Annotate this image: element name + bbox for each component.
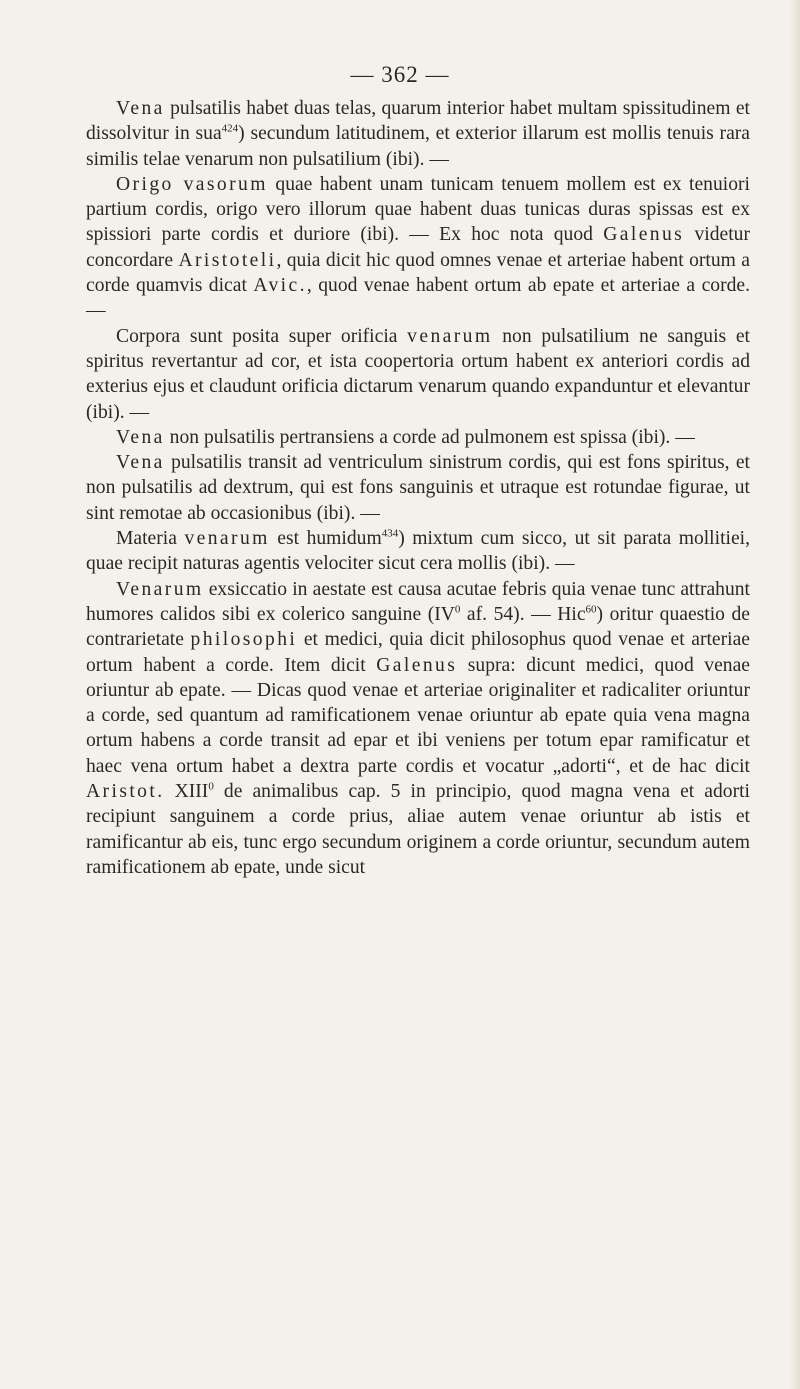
- spaced-name: Aristot.: [86, 781, 165, 803]
- text-run: ) mixtum cum sicco, ut sit parata mollitiei, quae recipit naturas agentis velociter sicut cera mollis (ibi). —: [86, 528, 750, 575]
- spaced-term: philosophi: [190, 629, 298, 651]
- spaced-term: Venarum: [116, 578, 204, 600]
- text-run: ) oritur quaestio de contrarietate: [86, 603, 750, 651]
- footnote-number: 434: [381, 527, 399, 540]
- paragraph-corpora-orificia: [86, 324, 750, 425]
- text-run: de animalibus cap. 5 in principio, quod magna vena et adorti recipiunt sanguinem a corde prius, aliae autem venae oriuntur ab istis et ramificantur ab eis, tunc ergo secundum originem a corde oriuntur, secundum autem ramificationem ab epate, unde sicut: [86, 781, 751, 878]
- text-run: ) secundum latitudinem, et exterior illarum est mollis tenuis rara similis telae venarum non pulsatilium (ibi). —: [86, 123, 750, 170]
- text-run: pulsatilis habet duas telas, quarum interior habet multam spissitudinem et dissolvitur in sua: [86, 98, 750, 145]
- text-run: videtur concordare: [86, 224, 750, 271]
- text-run: , quod venae habent ortum ab epate et arteriae a corde. —: [86, 275, 750, 322]
- spaced-term: venarum: [407, 325, 493, 347]
- spaced-name: Aristoteli: [178, 249, 277, 271]
- paragraph-materia-venarum: [86, 526, 750, 577]
- spaced-name: Galenus: [376, 654, 458, 676]
- text-run: est humidum: [269, 528, 382, 550]
- text-run: pulsatilis transit ad ventriculum sinistrum cordis, qui est fons spiritus, et non pulsatilis ad dextrum, qui est fons sanguinis et utraque est rotundae figurae, ut sint remotae ab occasionibus (ibi). —: [86, 452, 750, 524]
- paragraph-vena-ventriculum: [86, 450, 750, 526]
- superscript: 0: [208, 780, 214, 793]
- text-run: non pulsatilium ne sanguis et spiritus revertantur ad cor, et ista coopertoria ortum habent ex anteriori cordis ad exterius ejus et claudunt orificia dictarum venarum quando expanduntur et elevantur (ibi). —: [86, 325, 750, 423]
- spaced-name: Galenus: [603, 224, 685, 246]
- paragraph-origo-vasorum: [86, 172, 750, 324]
- page-number-header: — 362 —: [350, 62, 450, 87]
- spaced-term: venarum: [184, 528, 270, 550]
- paragraph-vena-non-pulsatilis: [86, 425, 750, 450]
- footnote-number: 424: [221, 122, 239, 135]
- footnote-number: 60: [585, 603, 597, 616]
- text-run: supra: dicunt medici, quod venae oriuntur ab epate. — Dicas quod venae et arteriae originaliter et radicaliter oriuntur a corde, sed quantum ad ramificationem venae oriuntur ab epate quia vena magna ortum habens a corde transit ad epar et ibi veniens per totum epar ramificatur et haec vena ortum habet a dextra parte cordis et vocatur „adorti“, et de hac dicit: [86, 654, 750, 777]
- paragraph-venarum-exsiccatio: [86, 577, 750, 881]
- spaced-name: Avic.: [253, 275, 307, 297]
- text-run: Materia: [116, 528, 185, 550]
- page-edge-shadow: [790, 0, 800, 1389]
- text-run: af. 54). — Hic: [460, 603, 586, 625]
- text-run: , quia dicit hic quod omnes venae et arteriae habent ortum a corde quamvis dicat: [86, 249, 750, 297]
- spaced-term: Vena: [116, 452, 165, 474]
- spaced-term: Vena: [116, 426, 165, 448]
- text-run: et medici, quia dicit philosophus quod venae et arteriae ortum habent a corde. Item dicit: [86, 629, 750, 676]
- text-run: non pulsatilis pertransiens a corde ad pulmonem est spissa (ibi). —: [164, 426, 695, 448]
- text-run: XIII: [164, 781, 209, 803]
- superscript: 0: [454, 603, 461, 616]
- text-column: [86, 96, 750, 880]
- text-run: exsiccatio in aestate est causa acutae febris quia venae tunc attrahunt humores calidos sibi ex colerico sanguine (IV: [86, 578, 750, 625]
- text-run: Corpora sunt posita super orificia: [116, 325, 408, 347]
- text-run: quae habent unam tunicam tenuem mollem est ex tenuiori partium cordis, origo vero illorum quae habent duas tunicas duras spissas est ex spissiori parte cordis et duriore (ibi). — Ex hoc nota quod: [86, 173, 750, 246]
- paragraph-vena-pulsatilis-telae: [86, 96, 750, 172]
- spaced-term: Vena: [116, 98, 165, 119]
- spaced-term: Origo vasorum: [116, 173, 268, 195]
